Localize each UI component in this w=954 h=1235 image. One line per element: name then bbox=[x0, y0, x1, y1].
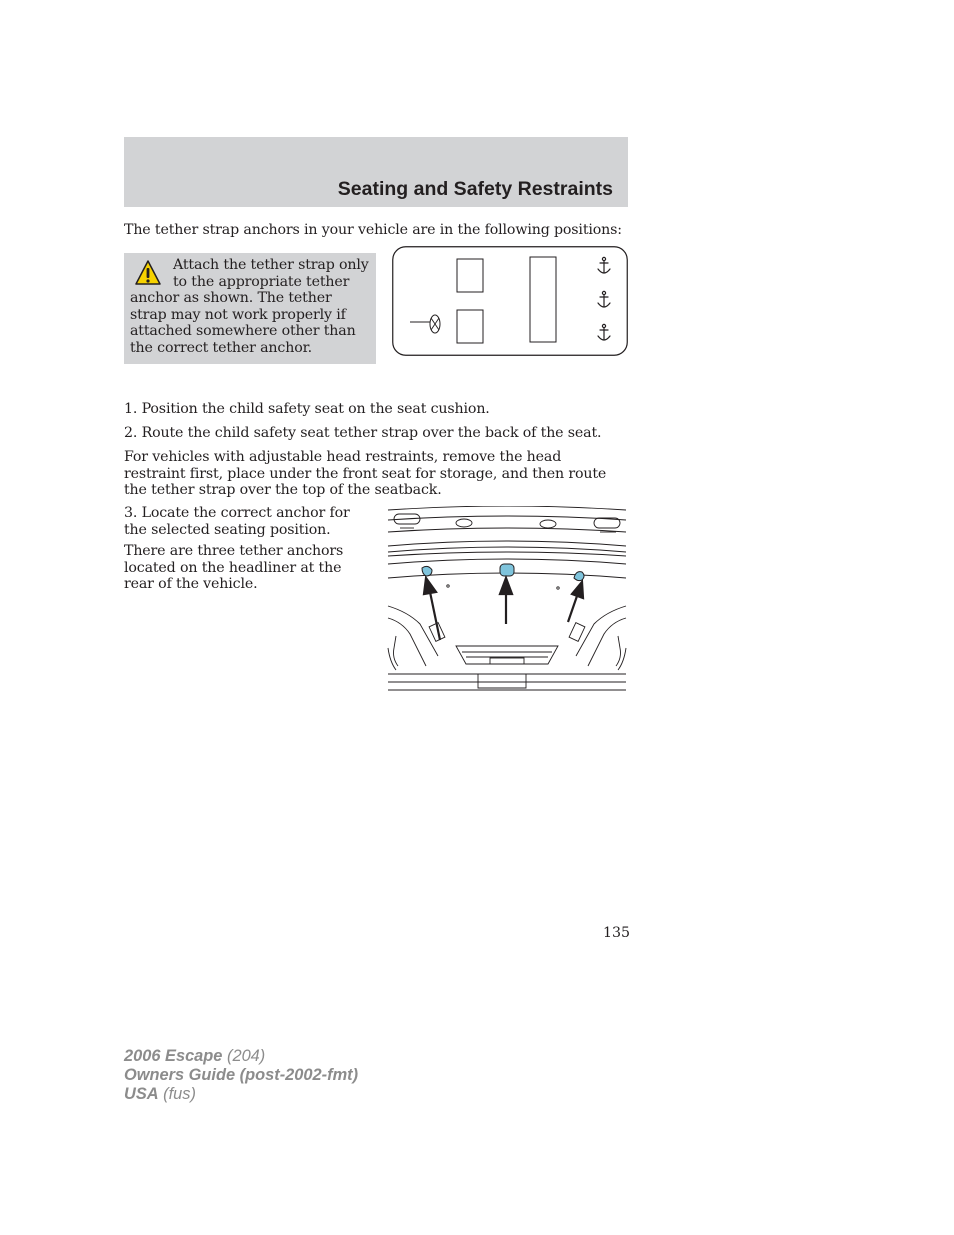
headliner-anchor-illustration bbox=[386, 506, 628, 692]
section-header-band bbox=[124, 137, 628, 207]
head-restraint-paragraph: For vehicles with adjustable head restraints, remove the head restraint first, place under the front seat for storage, and then route the tether strap over the top of the seatback. bbox=[124, 449, 607, 498]
section-title: Seating and Safety Restraints bbox=[337, 178, 613, 200]
footer-line-3 bbox=[124, 1085, 358, 1104]
footer-market-code: (fus) bbox=[158, 1085, 196, 1103]
warning-box bbox=[124, 253, 376, 364]
footer-guide-name: Owners Guide (post-2002-fmt) bbox=[124, 1066, 359, 1084]
step-1: 1. Position the child safety seat on the seat cushion. bbox=[124, 401, 490, 417]
step-2: 2. Route the child safety seat tether strap over the back of the seat. bbox=[124, 425, 602, 441]
footer-model: 2006 Escape bbox=[124, 1047, 223, 1065]
footer-model-code: (204) bbox=[222, 1047, 266, 1065]
warning-text: Attach the tether strap only to the appropriate tether anchor as shown. The tether strap may not work properly if attached somewhere other than the correct tether anchor. bbox=[130, 257, 369, 356]
intro-paragraph: The tether strap anchors in your vehicle are in the following positions: bbox=[124, 222, 622, 238]
step-3: 3. Locate the correct anchor for the selected seating position. bbox=[124, 505, 350, 538]
footer-line-1 bbox=[124, 1047, 358, 1066]
anchor-icon bbox=[422, 564, 584, 581]
footer-market: USA bbox=[124, 1085, 159, 1103]
tether-anchor-location-paragraph: There are three tether anchors located on the headliner at the rear of the vehicle. bbox=[124, 543, 344, 592]
tether-anchor-position-diagram bbox=[392, 246, 628, 356]
footer-line-2 bbox=[124, 1066, 358, 1085]
document-footer bbox=[124, 1047, 358, 1104]
page-number: 135 bbox=[603, 925, 631, 941]
